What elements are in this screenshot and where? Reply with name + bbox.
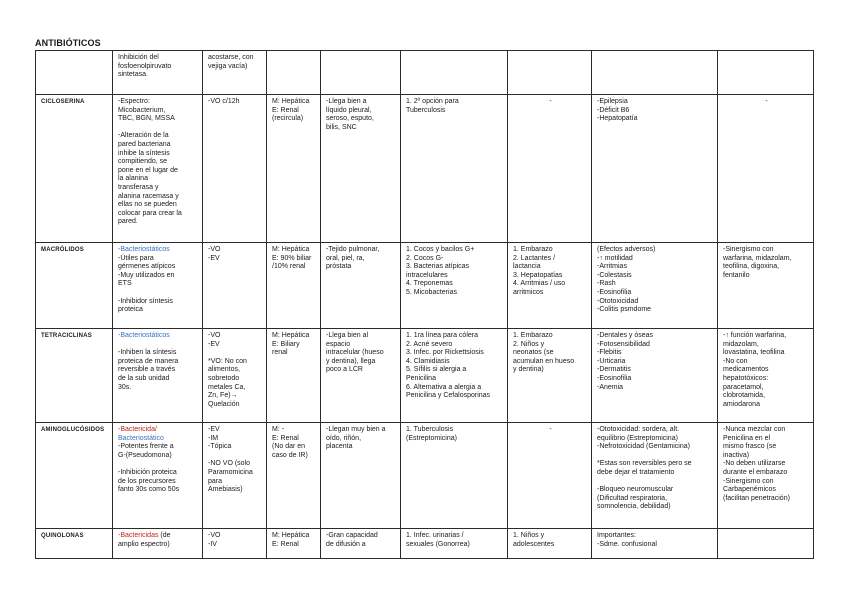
drug-name: MACRÓLIDOS	[36, 243, 113, 329]
table-row	[36, 51, 814, 95]
administration-cell: -VO c/12h	[203, 95, 267, 243]
table-row	[36, 243, 814, 329]
mechanism-text: -Potentes frente a G-(Pseudomona) -Inhibición proteica de los precursores fanto 30s como 50s	[118, 443, 180, 494]
distribution-cell: -Tejido pulmonar, oral, piel, ra, próstata	[321, 243, 401, 329]
uses-cell: 1. Tuberculosis (Estreptomicina)	[401, 423, 508, 529]
table-row	[36, 329, 814, 423]
drug-name: CICLOSERINA	[36, 95, 113, 243]
contraindications-cell: 1. Embarazo 2. Niños y neonatos (se acumulan en hueso y dentina)	[508, 329, 592, 423]
adverse-effects-cell: (Efectos adversos) -↑ motilidad -Arritmias -Colestasis -Rash -Eosinofilia -Ototoxicidad -Colitis psmdome	[592, 243, 718, 329]
interactions-cell: -Nunca mezclar con Penicilina en el mismo frasco (se inactiva) -No deben utilizarse durante el embarazo -Sinergismo con Carbapenémicos (facilitan penetración)	[718, 423, 814, 529]
uses-cell: 1. 1ra línea para cólera 2. Acné severo 3. Infec. por Rickettsiosis 4. Clamidiasis 5. Sífilis si alergia a Penicilina 6. Alternativa a alergia a Penicilina y Cefalosporinas	[401, 329, 508, 423]
uses-cell	[401, 51, 508, 95]
metabolism-cell: M: Hepática E: Biliary renal	[267, 329, 321, 423]
mechanism-cell	[113, 423, 203, 529]
bacteriostatic-label: Bacteriostático	[118, 434, 164, 442]
mechanism-cell	[113, 95, 203, 243]
interactions-cell	[718, 51, 814, 95]
drug-name	[36, 51, 113, 95]
mechanism-text: -Inhiben la síntesis proteica de manera reversible a través de la sub unidad 30s.	[118, 349, 179, 391]
administration-cell: -VO -EV *VO: No con alimentos, sobretodo metales Ca, Zn, Fe)→ Quelación	[203, 329, 267, 423]
metabolism-cell: M: - E: Renal (No dar en caso de IR)	[267, 423, 321, 529]
document-title: ANTIBIÓTICOS	[35, 38, 101, 48]
administration-cell: -EV -IM -Tópica -NO VO (solo Paramomicina para Amebiasis)	[203, 423, 267, 529]
metabolism-cell: M: Hepática E: Renal (recircula)	[267, 95, 321, 243]
mechanism-cell	[113, 529, 203, 559]
mechanism-text: -Útiles para gérmenes atípicos -Muy utilizados en ETS -Inhibidor síntesis proteica	[118, 254, 176, 314]
bactericidal-label: -Bactericidas	[118, 532, 159, 539]
interactions-cell: -	[718, 95, 814, 243]
interactions-cell: -Sinergismo con warfarina, midazolam, teofilina, digoxina, fentanilo	[718, 243, 814, 329]
drug-name: TETRACICLINAS	[36, 329, 113, 423]
administration-cell: acostarse, con vejiga vacía)	[203, 51, 267, 95]
mechanism-cell	[113, 329, 203, 423]
distribution-cell	[321, 51, 401, 95]
metabolism-cell: M: Hepática E: Renal	[267, 529, 321, 559]
adverse-effects-cell	[592, 51, 718, 95]
adverse-effects-cell: -Dentales y óseas -Fotosensibilidad -Flebitis -Urticaria -Dermatitis -Eosinofilia -Anemia	[592, 329, 718, 423]
drug-name: QUINOLONAS	[36, 529, 113, 559]
bacteriostatic-label: -Bacteriostáticos	[118, 246, 170, 253]
bactericidal-label: -Bactericida/	[118, 426, 157, 433]
table-row	[36, 423, 814, 529]
table-row	[36, 95, 814, 243]
distribution-cell: -Llega bien a líquido pleural, seroso, esputo, bilis, SNC	[321, 95, 401, 243]
adverse-effects-cell: -Epilepsia -Déficit B6 -Hepatopatía	[592, 95, 718, 243]
mechanism-text: -Espectro: Micobacterium, TBC, BGN, MSSA -Alteración de la pared bacteriana inhibe la síntesis compitiendo, se pone en el lugar de la alanina transferasa y alanina racemasa y ellas no se pueden colocar para crear la pared.	[118, 98, 182, 226]
table-row	[36, 529, 814, 559]
antibiotics-table	[35, 50, 814, 559]
uses-cell: 1. 2º opción para Tuberculosis	[401, 95, 508, 243]
distribution-cell: -Llegan muy bien a oído, riñón, placenta	[321, 423, 401, 529]
contraindications-cell: 1. Embarazo 2. Lactantes / lactancia 3. Hepatopatías 4. Arritmias / uso arritmicos	[508, 243, 592, 329]
contraindications-cell: 1. Niños y adolescentes	[508, 529, 592, 559]
mechanism-text: (de amplio espectro)	[118, 532, 171, 548]
adverse-effects-cell: -Ototoxicidad: sordera, alt. equilibrio (Estreptomicina) -Nefrotoxicidad (Gentamicina) *Estas son reversibles pero se debe dejar el tratamiento -Bloqueo neuromuscular (Dificultad respiratoria, somnolencia, debilidad)	[592, 423, 718, 529]
administration-cell: -VO -IV	[203, 529, 267, 559]
interactions-cell: -↑ función warfarina, midazolam, lovastatina, teofilina -No con medicamentos hepatotóxicos: paracetamol, clobrotamida, amiodarona	[718, 329, 814, 423]
metabolism-cell: M: Hepática E: 90% biliar /10% renal	[267, 243, 321, 329]
uses-cell: 1. Cocos y bacilos G+ 2. Cocos G- 3. Bacterias atípicas intracelulares 4. Treponemas 5. Micobacterias	[401, 243, 508, 329]
contraindications-cell: -	[508, 423, 592, 529]
distribution-cell: -Gran capacidad de difusión a	[321, 529, 401, 559]
uses-cell: 1. Infec. urinarias / sexuales (Gonorrea)	[401, 529, 508, 559]
contraindications-cell	[508, 51, 592, 95]
distribution-cell: -Llega bien al espacio intracelular (hueso y dentina), llega poco a LCR	[321, 329, 401, 423]
mechanism-cell	[113, 51, 203, 95]
adverse-effects-cell: Importantes: -Sdme. confusional	[592, 529, 718, 559]
contraindications-cell: -	[508, 95, 592, 243]
metabolism-cell	[267, 51, 321, 95]
mechanism-text: Inhibición del fosfoenolpiruvato sintetasa.	[118, 54, 172, 79]
administration-cell: -VO -EV	[203, 243, 267, 329]
mechanism-cell	[113, 243, 203, 329]
drug-name: AMINOGLUCÓSIDOS	[36, 423, 113, 529]
bacteriostatic-label: -Bacteriostáticos	[118, 332, 170, 339]
interactions-cell	[718, 529, 814, 559]
